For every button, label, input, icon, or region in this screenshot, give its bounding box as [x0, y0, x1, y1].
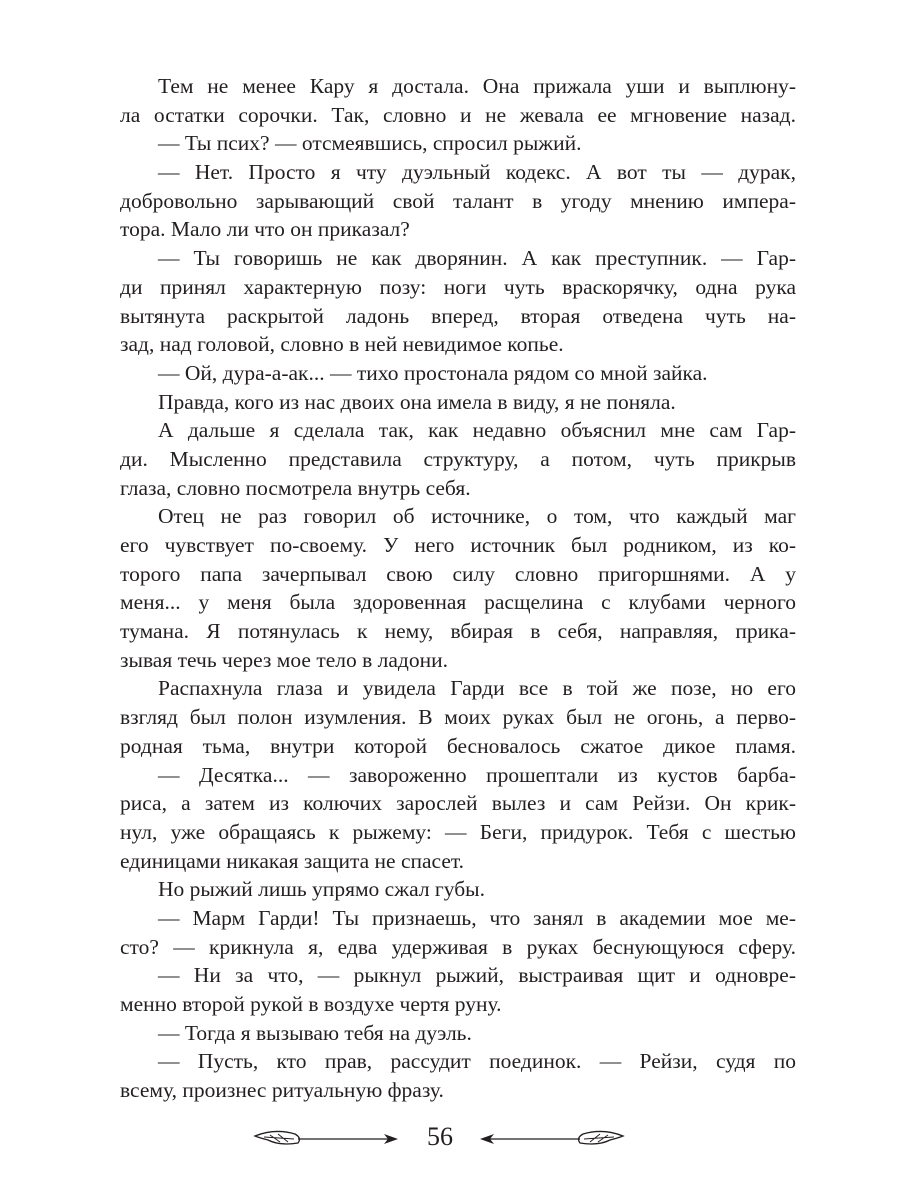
text-line: вытянута раскрытой ладонь вперед, вторая отведена чуть на-	[120, 303, 796, 328]
text-line: взгляд был полон изумления. В моих руках был не огонь, а перво-	[120, 705, 796, 730]
right-feather-arrow-icon	[478, 1126, 628, 1150]
text-line: его чувствует по-своему. У него источник был родником, из ко-	[120, 533, 796, 557]
text-line: зад, над головой, словно в ней невидимое копье.	[120, 332, 564, 357]
text-line: — Тогда я вызываю тебя на дуэль.	[158, 1020, 472, 1045]
text-line: всему, произнес ритуальную фразу.	[120, 1078, 444, 1103]
text-line: — Десятка... — завороженно прошептали из кустов барба-	[158, 762, 796, 787]
text-line: добровольно зарывающий свой талант в угоду мнению импера-	[120, 188, 796, 213]
text-line: — Пусть, кто прав, рассудит поединок. — Рейзи, судя по	[158, 1049, 796, 1074]
text-line: Тем не менее Кару я достала. Она прижала уши и выплюну-	[158, 74, 796, 98]
text-line: родная тьма, внутри которой бесновалось сжатое дикое пламя.	[120, 733, 796, 758]
text-line: единицами никакая защита не спасет.	[120, 848, 465, 873]
text-line: — Ты псих? — отсмеявшись, спросил рыжий.	[158, 131, 582, 156]
text-line: Правда, кого из нас двоих она имела в виду, я не поняла.	[158, 389, 676, 414]
text-line: — Марм Гарди! Ты признаешь, что занял в академии мое ме-	[158, 905, 796, 930]
text-line: зывая течь через мое тело в ладони.	[120, 647, 448, 672]
page-number: 56	[427, 1122, 453, 1151]
left-feather-arrow-icon	[250, 1126, 400, 1150]
text-line: Отец не раз говорил об источнике, о том, что каждый маг	[158, 504, 796, 529]
text-line: торого папа зачерпывал свою силу словно пригоршнями. А у	[120, 561, 796, 586]
text-line: глаза, словно посмотрела внутрь себя.	[120, 475, 471, 500]
page-body-text	[120, 72, 796, 1105]
text-line: А дальше я сделала так, как недавно объяснил мне сам Гар-	[158, 418, 796, 443]
text-line: ди. Мысленно представила структуру, а потом, чуть прикрыв	[120, 446, 796, 471]
text-line: тора. Мало ли что он приказал?	[120, 217, 410, 242]
text-line: меня... у меня была здоровенная расщелина с клубами черного	[120, 590, 796, 615]
text-line: менно второй рукой в воздухе чертя руну.	[120, 992, 502, 1016]
text-line: сто? — крикнула я, едва удерживая в руках беснующуюся сферу.	[120, 934, 796, 959]
text-line: — Ой, дура-а-ак... — тихо простонала рядом со мной зайка.	[158, 360, 708, 385]
text-line: — Ты говоришь не как дворянин. А как преступник. — Гар-	[158, 246, 796, 271]
text-line: Распахнула глаза и увидела Гарди все в той же позе, но его	[158, 676, 796, 701]
text-line: ла остатки сорочки. Так, словно и не жевала ее мгновение назад.	[120, 102, 796, 127]
text-line: ди принял характерную позу: ноги чуть враскорячку, одна рука	[120, 274, 796, 299]
text-line: риса, а затем из колючих зарослей вылез и сам Рейзи. Он крик-	[120, 791, 796, 816]
text-line: тумана. Я потянулась к нему, вбирая в себя, направляя, прика-	[120, 619, 796, 644]
text-line: Но рыжий лишь упрямо сжал губы.	[158, 877, 485, 902]
text-line: — Нет. Просто я чту дуэльный кодекс. А вот ты — дурак,	[158, 160, 796, 185]
text-line: нул, уже обращаясь к рыжему: — Беги, придурок. Тебя с шестью	[120, 819, 796, 844]
text-line: — Ни за что, — рыкнул рыжий, выстраивая щит и одновре-	[158, 963, 796, 988]
page-footer	[0, 1118, 900, 1158]
